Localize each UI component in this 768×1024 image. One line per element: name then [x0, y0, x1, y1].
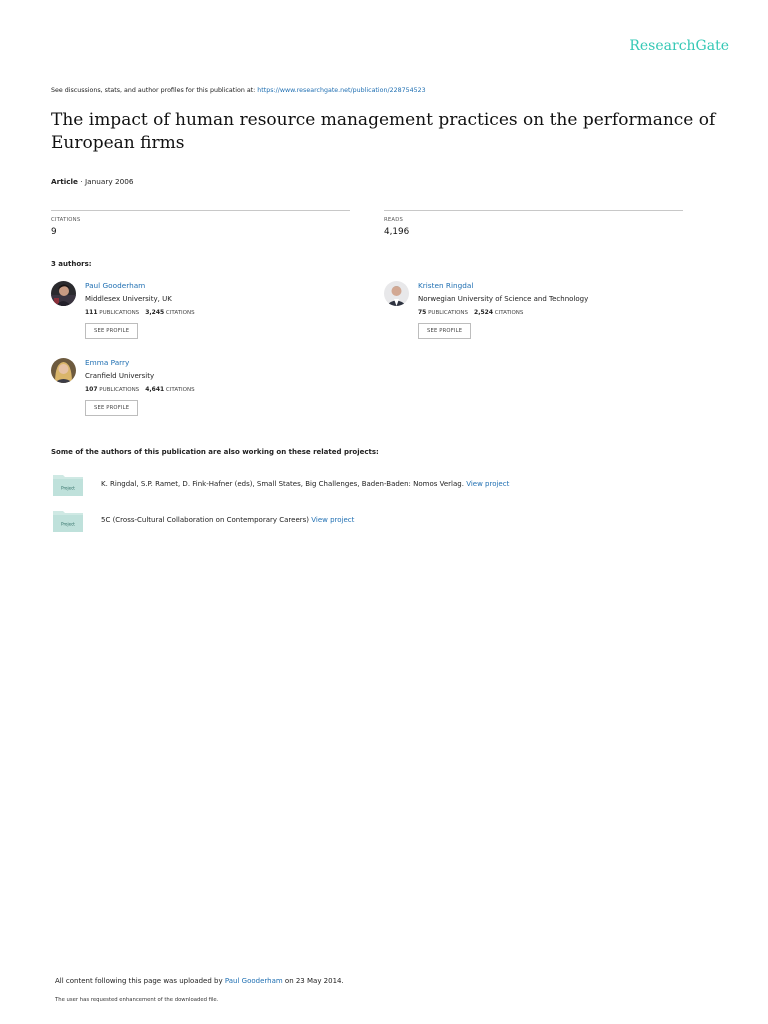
view-project-link[interactable]: View project [311, 516, 355, 524]
author-affiliation: Cranfield University [85, 372, 155, 380]
author-name-link[interactable]: Paul Gooderham [85, 281, 146, 290]
project-icon-label: Project [61, 521, 75, 527]
citations-label: CITATIONS [51, 217, 81, 223]
author-citations-label: CITATIONS [165, 387, 195, 393]
author-publications-label: PUBLICATIONS [428, 310, 469, 316]
meta-separator: · [78, 177, 85, 186]
author-stats [85, 309, 345, 316]
author-citations-count: 2,524 [474, 309, 493, 316]
citations-value: 9 [51, 227, 57, 237]
author-publications-count: 111 [85, 309, 98, 316]
author-citations-label: CITATIONS [165, 310, 195, 316]
avatar[interactable] [51, 281, 76, 306]
project-description: K. Ringdal, S.P. Ramet, D. Fink-Hafner (eds), Small States, Big Challenges, Baden-Baden: Nomos Verlag. [101, 480, 464, 488]
publication-type: Article [51, 177, 79, 186]
author-citations-label: CITATIONS [494, 310, 524, 316]
publication-url-link[interactable]: https://www.researchgate.net/publication/228754523 [257, 87, 426, 94]
author-name-link[interactable]: Kristen Ringdal [418, 281, 474, 290]
upload-prefix: All content following this page was uploaded by [55, 977, 225, 985]
author-info [85, 281, 345, 339]
project-icon-label: Project [61, 485, 75, 491]
upload-footer [55, 977, 344, 985]
author-photo-icon [51, 358, 76, 383]
publication-date: January 2006 [84, 177, 134, 186]
researchgate-logo[interactable]: ResearchGate [629, 38, 729, 54]
author-citations-count: 3,245 [145, 309, 165, 316]
author-publications-label: PUBLICATIONS [99, 387, 140, 393]
author-photo-icon [384, 281, 409, 306]
enhancement-note: The user has requested enhancement of the downloaded file. [55, 997, 219, 1003]
author-stats [418, 309, 678, 316]
authors-heading: 3 authors: [51, 260, 92, 268]
reads-value: 4,196 [384, 227, 410, 237]
project-folder-icon [53, 510, 83, 532]
author-stats [85, 386, 345, 393]
reads-label: READS [384, 217, 404, 223]
project-description: 5C (Cross-Cultural Collaboration on Contemporary Careers) [101, 516, 310, 524]
related-projects-heading: Some of the authors of this publication are also working on these related projects: [51, 448, 379, 456]
author-info [85, 358, 345, 416]
see-profile-button[interactable]: SEE PROFILE [418, 323, 471, 339]
avatar[interactable] [51, 358, 76, 383]
uploader-link[interactable]: Paul Gooderham [224, 977, 283, 985]
author-publications-count: 75 [418, 309, 427, 316]
publication-meta [51, 177, 134, 186]
author-affiliation: Middlesex University, UK [85, 295, 172, 303]
upload-suffix: on 23 May 2014. [282, 977, 344, 985]
author-affiliation: Norwegian University of Science and Technology [418, 295, 589, 303]
author-photo-icon [51, 281, 76, 306]
avatar[interactable] [384, 281, 409, 306]
author-citations-count: 4,641 [145, 386, 165, 393]
author-publications-count: 107 [85, 386, 98, 393]
project-folder-icon [53, 474, 83, 496]
discussion-prefix: See discussions, stats, and author profiles for this publication at: [51, 87, 258, 94]
publication-title: The impact of human resource management practices on the performance of European firms [51, 110, 716, 153]
citations-stat [51, 210, 350, 237]
author-name-link[interactable]: Emma Parry [85, 358, 130, 367]
author-info [418, 281, 678, 339]
discussion-line [51, 87, 426, 94]
project-text [101, 516, 721, 524]
project-text [101, 480, 721, 488]
see-profile-button[interactable]: SEE PROFILE [85, 323, 138, 339]
see-profile-button[interactable]: SEE PROFILE [85, 400, 138, 416]
view-project-link[interactable]: View project [466, 480, 510, 488]
author-publications-label: PUBLICATIONS [99, 310, 140, 316]
reads-stat [384, 210, 683, 237]
